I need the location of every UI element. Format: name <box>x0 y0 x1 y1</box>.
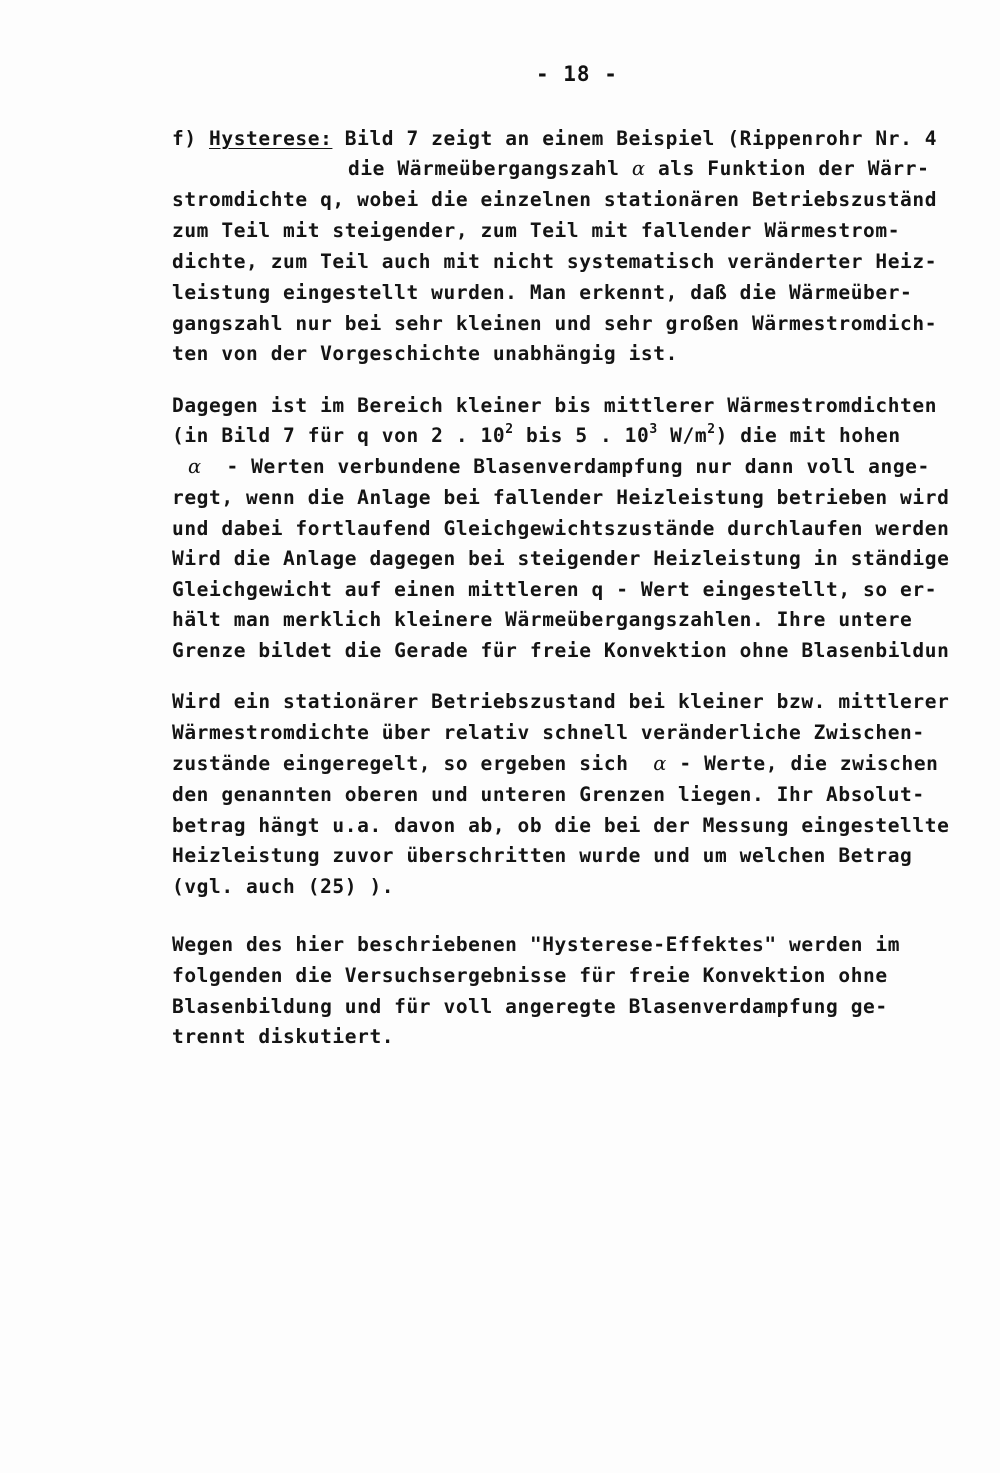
paragraph-3-line-7: (vgl. auch (25) ). <box>172 875 395 898</box>
section-heading: Hysterese: <box>209 127 333 150</box>
paragraph-2-line-3 <box>188 455 930 479</box>
paragraph-2-line-1: Dagegen ist im Bereich kleiner bis mittlerer Wärmestromdichten <box>172 394 938 417</box>
paragraph-3-line-3 <box>172 752 939 776</box>
paragraph-2-line-6: Wird die Anlage dagegen bei steigender Heizleistung in ständige <box>172 547 950 570</box>
alpha-symbol: α <box>188 455 202 478</box>
paragraph-3-line-1: Wird ein stationärer Betriebszustand bei kleiner bzw. mittlerer <box>172 690 950 713</box>
paragraph-2-line-2 <box>172 424 901 448</box>
paragraph-2-line-8: hält man merklich kleinere Wärmeübergangszahlen. Ihre untere <box>172 608 913 631</box>
paragraph-1-line-7: gangszahl nur bei sehr kleinen und sehr großen Wärmestromdich- <box>172 312 938 335</box>
exponent: 2 <box>505 422 514 437</box>
alpha-symbol: α <box>631 157 646 180</box>
paragraph-2-line-3-text: - Werten verbundene Blasenverdampfung nur dann voll ange- <box>201 455 930 478</box>
paragraph-1-line-5: dichte, zum Teil auch mit nicht systematisch veränderter Heiz- <box>172 250 938 273</box>
alpha-symbol: α <box>653 752 668 775</box>
paragraph-2-line-2-text-b: bis 5 . 10 <box>513 424 650 447</box>
page-number: - 18 - <box>536 62 618 86</box>
paragraph-2-line-2-text-d: ) die mit hohen <box>715 424 901 447</box>
paragraph-4-line-2: folgenden die Versuchsergebnisse für freie Konvektion ohne <box>172 964 888 987</box>
paragraph-1-line-2 <box>348 157 929 181</box>
paragraph-3-line-5: betrag hängt u.a. davon ab, ob die bei der Messung eingestellte <box>172 814 950 837</box>
paragraph-2-line-9: Grenze bildet die Gerade für freie Konvektion ohne Blasenbildun <box>172 639 950 662</box>
paragraph-1-line-1 <box>172 127 937 151</box>
paragraph-2-line-7: Gleichgewicht auf einen mittleren q - Wert eingestellt, so er- <box>172 578 938 601</box>
paragraph-3-line-6: Heizleistung zuvor überschritten wurde und um welchen Betrag <box>172 844 913 867</box>
unit-text: W/m <box>657 424 708 447</box>
paragraph-3-line-3-text-b: - Werte, die zwischen <box>667 752 939 775</box>
paragraph-1-line-6: leistung eingestellt wurden. Man erkennt, daß die Wärmeüber- <box>172 281 913 304</box>
paragraph-1-line-3: stromdichte q, wobei die einzelnen stationären Betriebszuständ <box>172 188 938 211</box>
paragraph-1-line-2-text-a: die Wärmeübergangszahl <box>348 157 632 180</box>
paragraph-2-line-4: regt, wenn die Anlage bei fallender Heizleistung betrieben wird <box>172 486 950 509</box>
paragraph-4-line-3: Blasenbildung und für voll angeregte Blasenverdampfung ge- <box>172 995 888 1018</box>
paragraph-4-line-1: Wegen des hier beschriebenen "Hysterese-Effektes" werden im <box>172 933 901 956</box>
paragraph-2-line-2-text-a: (in Bild 7 für q von 2 . 10 <box>172 424 506 447</box>
section-label: f) <box>172 127 197 150</box>
paragraph-1-line-1-text: Bild 7 zeigt an einem Beispiel (Rippenrohr Nr. 4 <box>332 127 938 150</box>
paragraph-2-line-5: und dabei fortlaufend Gleichgewichtszustände durchlaufen werden <box>172 517 950 540</box>
paragraph-1-line-4: zum Teil mit steigender, zum Teil mit fallender Wärmestrom- <box>172 219 901 242</box>
paragraph-1-line-8: ten von der Vorgeschichte unabhängig ist. <box>172 342 678 365</box>
paragraph-3-line-4: den genannten oberen und unteren Grenzen liegen. Ihr Absolut- <box>172 783 925 806</box>
paragraph-3-line-3-text-a: zustände eingeregelt, so ergeben sich <box>172 752 654 775</box>
exponent: 2 <box>707 422 716 437</box>
paragraph-3-line-2: Wärmestromdichte über relativ schnell veränderliche Zwischen- <box>172 721 925 744</box>
exponent: 3 <box>649 422 658 437</box>
paragraph-4-line-4: trennt diskutiert. <box>172 1025 395 1048</box>
paragraph-1-line-2-text-b: als Funktion der Wärr‑ <box>645 157 930 180</box>
